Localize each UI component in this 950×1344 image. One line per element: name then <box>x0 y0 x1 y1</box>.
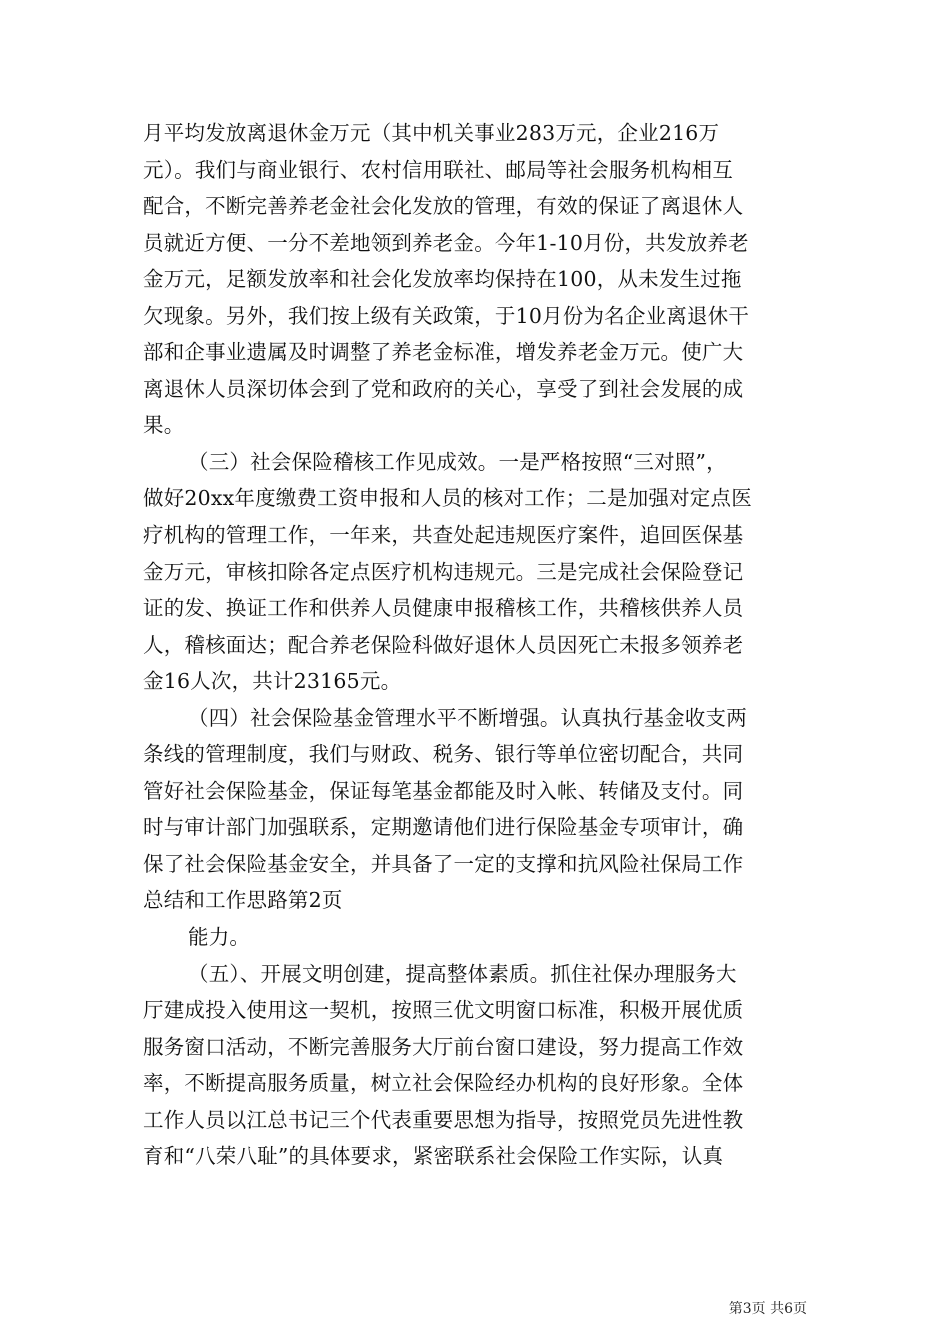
text-line: 部和企事业遗属及时调整了养老金标准，增发养老金万元。使广大 <box>143 340 744 365</box>
text-line: 欠现象。另外，我们按上级有关政策，于10月份为名企业离退休干 <box>143 303 750 328</box>
text-line: 金万元，审核扣除各定点医疗机构违规元。三是完成社会保险登记 <box>143 559 744 584</box>
text-line: 服务窗口活动，不断完善服务大厅前台窗口建设，努力提高工作效 <box>143 1034 744 1059</box>
text-line: 金16人次，共计23165元。 <box>143 669 402 694</box>
text-line: （三）社会保险稽核工作见成效。一是严格按照“三对照”， <box>188 449 727 474</box>
text-line: （五）、开展文明创建，提高整体素质。抓住社保办理服务大 <box>188 961 737 986</box>
text-line: 能力。 <box>188 925 251 950</box>
text-line: 做好20xx年度缴费工资申报和人员的核对工作；二是加强对定点医 <box>143 486 752 511</box>
text-line: 保了社会保险基金安全，并具备了一定的支撑和抗风险社保局工作 <box>143 851 744 876</box>
text-line: 总结和工作思路第2页 <box>143 888 343 913</box>
text-line: 工作人员以江总书记三个代表重要思想为指导，按照党员先进性教 <box>143 1107 744 1132</box>
text-line: 金万元，足额发放率和社会化发放率均保持在100，从未发生过拖 <box>143 267 742 292</box>
body-text <box>143 115 811 1175</box>
text-line: 管好社会保险基金，保证每笔基金都能及时入帐、转储及支付。同 <box>143 778 744 803</box>
text-line: 离退休人员深切体会到了党和政府的关心，享受了到社会发展的成 <box>143 376 744 401</box>
text-line: 月平均发放离退休金万元（其中机关事业283万元，企业216万 <box>143 121 720 145</box>
text-line: 配合，不断完善养老金社会化发放的管理，有效的保证了离退休人 <box>143 194 744 219</box>
text-line: 育和“八荣八耻”的具体要求，紧密联系社会保险工作实际，认真 <box>143 1144 724 1169</box>
page-number-footer: 第3页 共6页 <box>728 1301 807 1317</box>
text-line: 条线的管理制度，我们与财政、税务、银行等单位密切配合，共同 <box>143 742 744 767</box>
text-line: 果。 <box>143 413 185 438</box>
text-line: 证的发、换证工作和供养人员健康申报稽核工作，共稽核供养人员 <box>143 596 744 621</box>
text-line: 时与审计部门加强联系，定期邀请他们进行保险基金专项审计，确 <box>143 815 744 840</box>
text-line: 率，不断提高服务质量，树立社会保险经办机构的良好形象。全体 <box>143 1071 744 1096</box>
text-line: （四）社会保险基金管理水平不断增强。认真执行基金收支两 <box>188 705 747 730</box>
text-line: 人，稽核面达；配合养老保险科做好退休人员因死亡未报多领养老 <box>143 632 744 657</box>
text-line: 员就近方便、一分不差地领到养老金。今年1-10月份，共发放养老 <box>143 230 749 255</box>
text-line: 厅建成投入使用这一契机，按照三优文明窗口标准，积极开展优质 <box>143 998 744 1023</box>
text-line: 元）。我们与商业银行、农村信用联社、邮局等社会服务机构相互 <box>143 157 734 182</box>
text-line: 疗机构的管理工作，一年来，共查处起违规医疗案件，追回医保基 <box>143 523 744 548</box>
